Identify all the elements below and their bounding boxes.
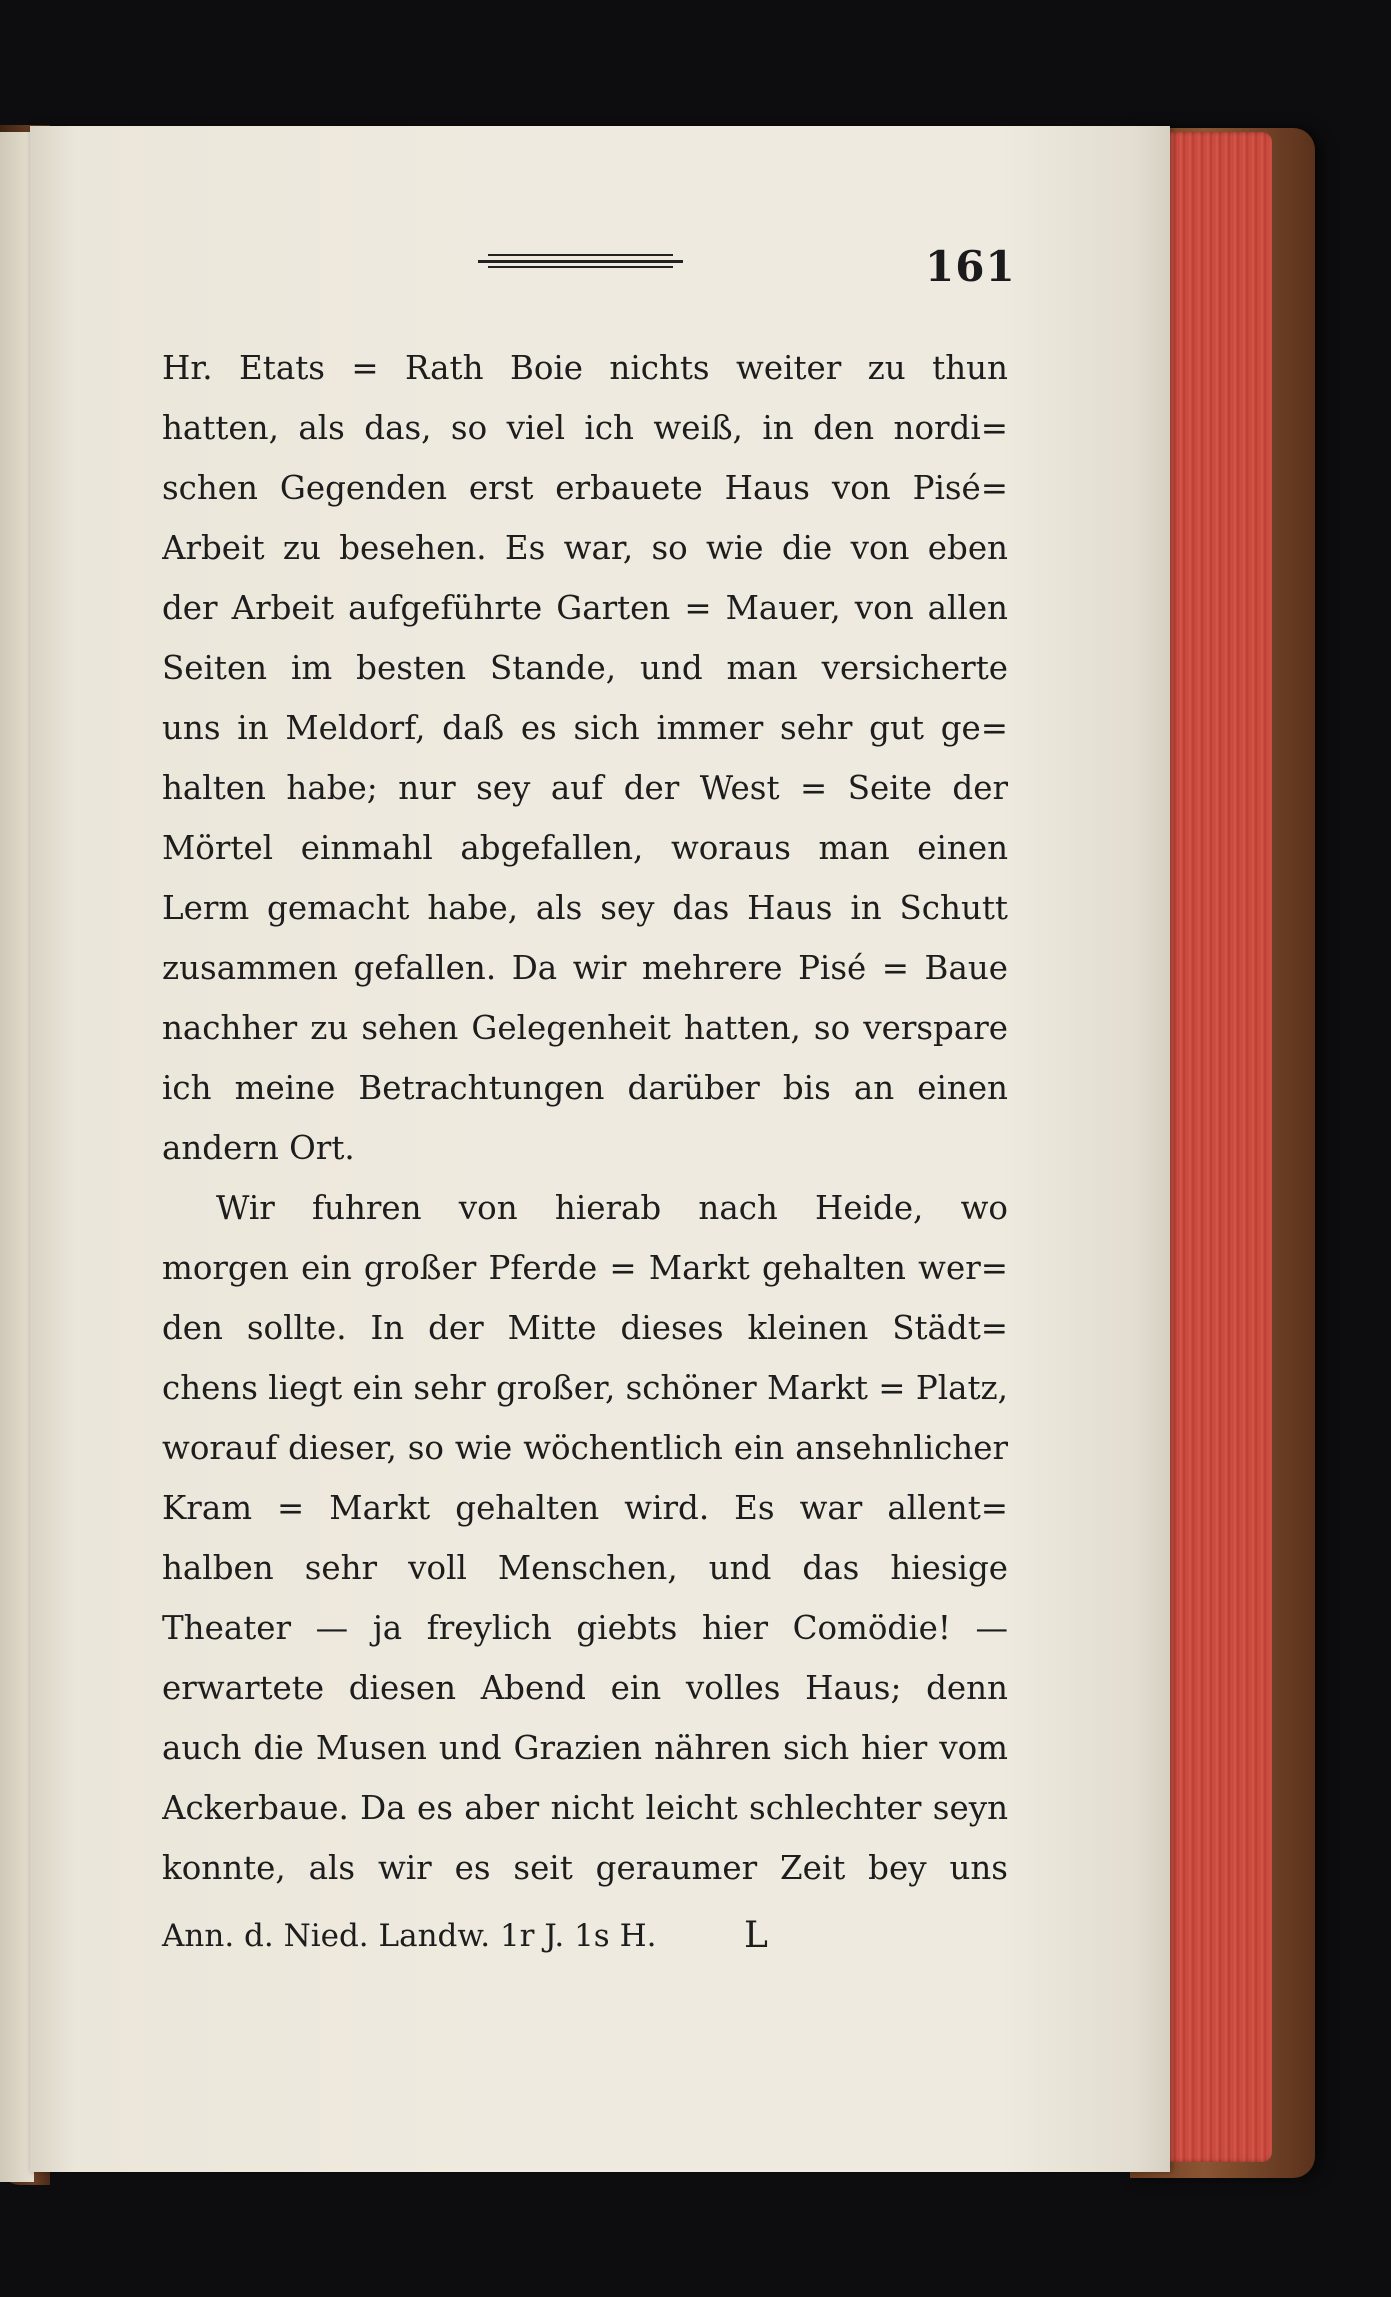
text-line: Ackerbaue. Da es aber nicht leicht schlechter seyn <box>162 1789 1008 1827</box>
text-line: Lerm gemacht habe, als sey das Haus in Schutt <box>162 889 1008 927</box>
text-line: hatten, als das, so viel ich weiß, in den nordi= <box>162 409 1008 447</box>
page-number: 161 <box>925 242 1016 291</box>
facing-page-edge <box>0 132 34 2182</box>
text-line: worauf dieser, so wie wöchentlich ein ansehnlicher <box>162 1429 1008 1467</box>
text-line: chens liegt ein sehr großer, schöner Markt = Platz, <box>162 1369 1008 1407</box>
text-line: Arbeit zu besehen. Es war, so wie die von eben <box>162 529 1008 567</box>
text-line: den sollte. In der Mitte dieses kleinen Städt= <box>162 1309 1008 1347</box>
text-line: ich meine Betrachtungen darüber bis an einen <box>162 1069 1008 1107</box>
body-text <box>162 338 1008 1898</box>
signature-mark: L <box>744 1915 768 1956</box>
footer-note: Ann. d. Nied. Landw. 1r J. 1s H. <box>162 1918 657 1954</box>
text-line: auch die Musen und Grazien nähren sich hier vom <box>162 1729 1008 1767</box>
text-line: der Arbeit aufgeführte Garten = Mauer, von allen <box>162 589 1008 627</box>
text-line: Theater — ja freylich giebts hier Comödie! — <box>162 1609 1008 1647</box>
text-line: schen Gegenden erst erbauete Haus von Pisé= <box>162 469 1008 507</box>
footer <box>162 1906 1008 1966</box>
text-line: erwartete diesen Abend ein volles Haus; denn <box>162 1669 1008 1707</box>
text-line: halten habe; nur sey auf der West = Seite der <box>162 769 1008 807</box>
text-line: zusammen gefallen. Da wir mehrere Pisé = Baue <box>162 949 1008 987</box>
header-rule <box>478 252 683 270</box>
text-line: nachher zu sehen Gelegenheit hatten, so verspare <box>162 1009 1008 1047</box>
text-line: Seiten im besten Stande, und man versicherte <box>162 649 1008 687</box>
text-line: uns in Meldorf, daß es sich immer sehr gut ge= <box>162 709 1008 747</box>
text-line: andern Ort. <box>162 1129 355 1167</box>
text-line: Hr. Etats = Rath Boie nichts weiter zu thun <box>162 349 1008 387</box>
text-line: halben sehr voll Menschen, und das hiesige <box>162 1549 1008 1587</box>
text-line: Mörtel einmahl abgefallen, woraus man einen <box>162 829 1008 867</box>
red-page-edges <box>1160 132 1272 2162</box>
text-line: morgen ein großer Pferde = Markt gehalten wer= <box>162 1249 1008 1287</box>
text-line: konnte, als wir es seit geraumer Zeit bey uns <box>162 1849 1008 1887</box>
text-line: Kram = Markt gehalten wird. Es war allent= <box>162 1489 1008 1527</box>
text-line: Wir fuhren von hierab nach Heide, wo <box>216 1189 1008 1227</box>
